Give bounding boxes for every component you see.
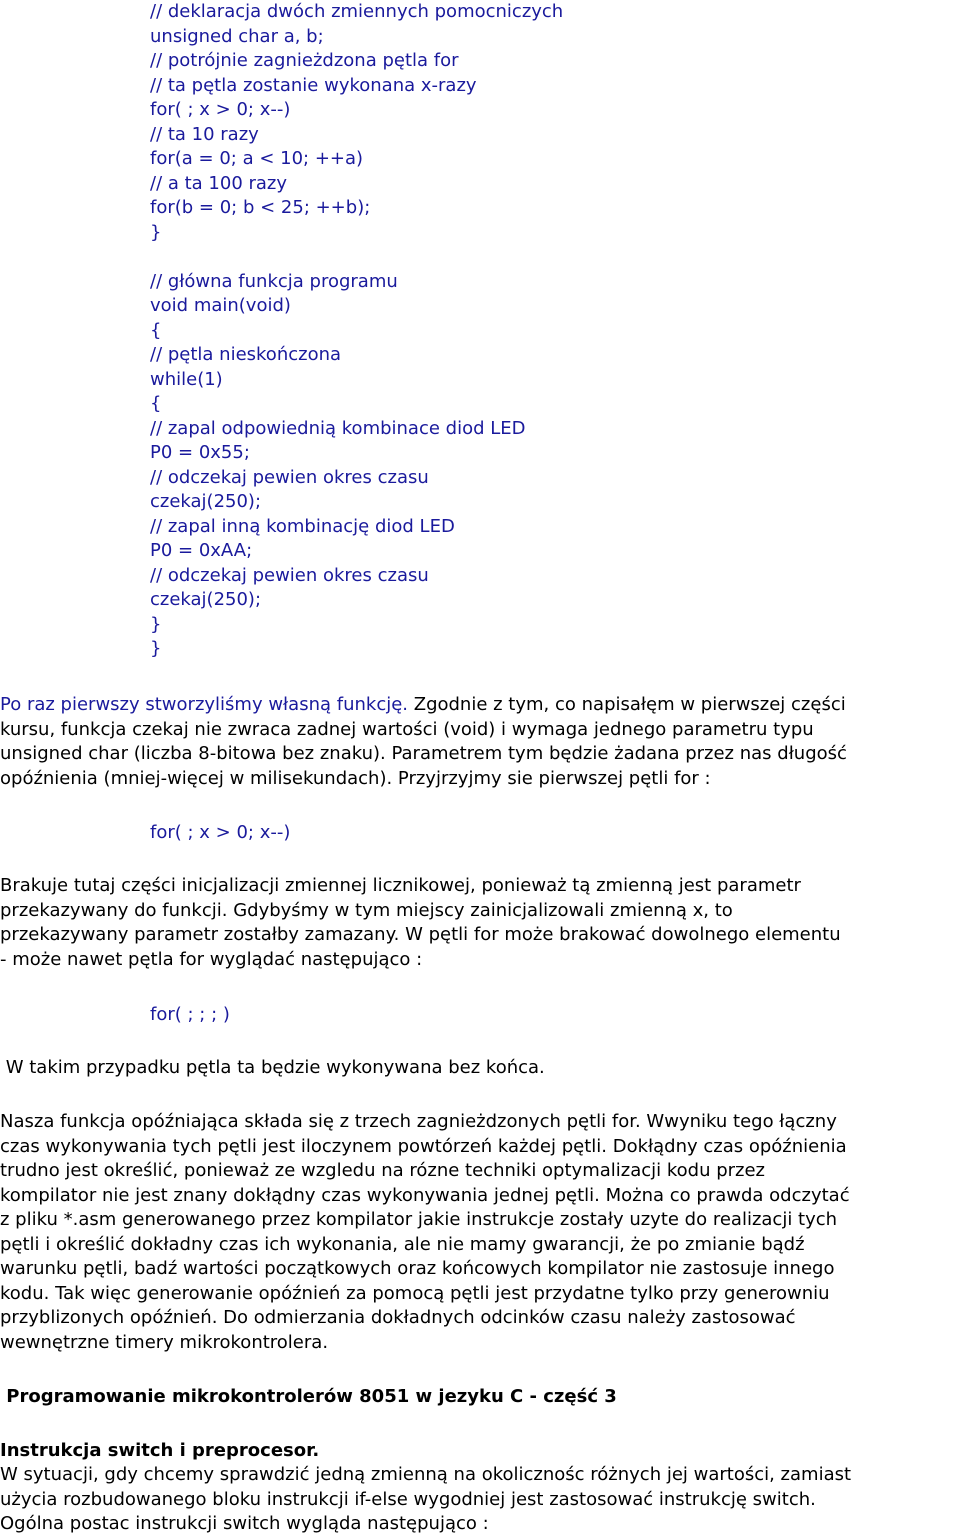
code-snippet-infinite-for: for( ; ; ; ) (150, 1004, 230, 1025)
code-line: { (150, 319, 162, 341)
code-line: P0 = 0xAA; (150, 540, 253, 561)
paragraph-line: przyblizonych opóźnień. Do odmierzania dokładnych odcinków czasu należy zastosować (0, 1307, 796, 1328)
code-line: czekaj(250); (150, 589, 262, 610)
paragraph-line: trudno jest określić, ponieważ ze wzgledu na rózne techniki optymalizacji kodu przez (0, 1160, 765, 1181)
code-line: for(b = 0; b < 25; ++b); (150, 197, 371, 218)
code-line: // główna funkcja programu (150, 270, 398, 292)
paragraph-delay-function (0, 1110, 960, 1355)
paragraph-line: W takim przypadku pętla ta będzie wykonywana bez końca. (0, 1057, 545, 1078)
paragraph-line: pętli i określić dokładny czas ich wykonania, ale nie mamy gwarancji, że po zmianie bądź (0, 1233, 805, 1255)
code-line: for(a = 0; a < 10; ++a) (150, 148, 364, 169)
code-line: // ta pętla zostanie wykonana x-razy (150, 74, 477, 96)
paragraph-line: W sytuacji, gdy chcemy sprawdzić jedną zmienną na okolicznośc różnych jej wartości, zamiast (0, 1464, 852, 1485)
paragraph-first-line-rest: Zgodnie z tym, co napisałęm w pierwszej części (408, 694, 846, 715)
paragraph-switch-intro (0, 1463, 960, 1537)
code-line: // potrójnie zagnieżdzona pętla for (150, 50, 459, 71)
paragraph-line: przekazywany parametr zostałby zamazany. W pętli for może brakować dowolnego elementu (0, 924, 841, 945)
code-line: czekaj(250); (150, 491, 262, 512)
paragraph-line: użycia rozbudowanego bloku instrukcji if-else wygodniej jest zastosować instrukcję switch. (0, 1488, 816, 1510)
code-line: { (150, 393, 162, 414)
code-line: } (150, 613, 162, 635)
code-line: } (150, 638, 162, 659)
code-line: // odczekaj pewien okres czasu (150, 564, 429, 586)
paragraph-line: unsigned char (liczba 8-bitowa bez znaku). Parametrem tym będzie żadana przez nas długość (0, 743, 847, 764)
paragraph-line: Nasza funkcja opóźniająca składa się z trzech zagnieżdzonych pętli for. Wwyniku tego łączny (0, 1111, 837, 1132)
code-line: for( ; x > 0; x--) (150, 99, 291, 120)
code-line: unsigned char a, b; (150, 25, 324, 47)
code-line: // ta 10 razy (150, 123, 259, 145)
section-title: Programowanie mikrokontrolerów 8051 w jezyku C - część 3 (0, 1386, 617, 1407)
code-snippet-for-loop: for( ; x > 0; x--) (150, 822, 291, 843)
paragraph-line: wewnętrzne timery mikrokontrolera. (0, 1331, 329, 1353)
paragraph-own-function (0, 693, 960, 791)
subsection-title: Instrukcja switch i preprocesor. (0, 1440, 320, 1461)
paragraph-line: Ogólna postac instrukcji switch wygląda następująco : (0, 1513, 489, 1534)
code-line: // zapal odpowiednią kombinace diod LED (150, 417, 526, 439)
paragraph-first-sentence: Po raz pierwszy stworzyliśmy własną funkcję. (0, 694, 409, 715)
code-line: // deklaracja dwóch zmiennych pomocniczych (150, 1, 564, 22)
paragraph-line: warunku pętli, badź wartości początkowych oraz końcowych kompilator nie zastosuje innego (0, 1258, 835, 1279)
paragraph-line: opóźnienia (mniej-więcej w milisekundach). Przyjrzyjmy sie pierwszej pętli for : (0, 767, 711, 789)
code-line: // odczekaj pewien okres czasu (150, 466, 429, 488)
paragraph-line: Brakuje tutaj części inicjalizacji zmiennej licznikowej, ponieważ tą zmienną jest parametr (0, 875, 801, 896)
code-line: P0 = 0x55; (150, 442, 250, 463)
code-line: while(1) (150, 368, 223, 390)
paragraph-line: - może nawet pętla for wyglądać następująco : (0, 948, 423, 970)
code-line: // zapal inną kombinację diod LED (150, 515, 455, 537)
paragraph-infinite-loop (0, 1056, 960, 1081)
paragraph-line: kompilator nie jest znany dokłądny czas wykonywania jednej pętli. Można co prawda odczytać (0, 1184, 850, 1206)
code-line: // a ta 100 razy (150, 172, 288, 194)
code-listing (150, 0, 563, 662)
paragraph-line: kursu, funkcja czekaj nie zwraca zadnej wartości (void) i wymaga jednego parametru typu (0, 718, 814, 740)
paragraph-line: kodu. Tak więc generowanie opóźnień za pomocą pętli jest przydatne tylko przy generowniu (0, 1282, 830, 1304)
code-line: } (150, 221, 162, 243)
code-line (150, 245, 563, 270)
code-line: // pętla nieskończona (150, 344, 342, 365)
paragraph-line: czas wykonywania tych pętli jest iloczynem powtórzeń każdej pętli. Dokłądny czas opóźnienia (0, 1135, 847, 1157)
code-line: void main(void) (150, 295, 291, 316)
paragraph-missing-init (0, 874, 960, 972)
paragraph-line: przekazywany do funkcji. Gdybyśmy w tym miejscy zainicjalizowali zmienną x, to (0, 899, 733, 921)
paragraph-line: z pliku *.asm generowanego przez kompilator jakie instrukcje zostały uzyte do realizacji tych (0, 1209, 838, 1230)
